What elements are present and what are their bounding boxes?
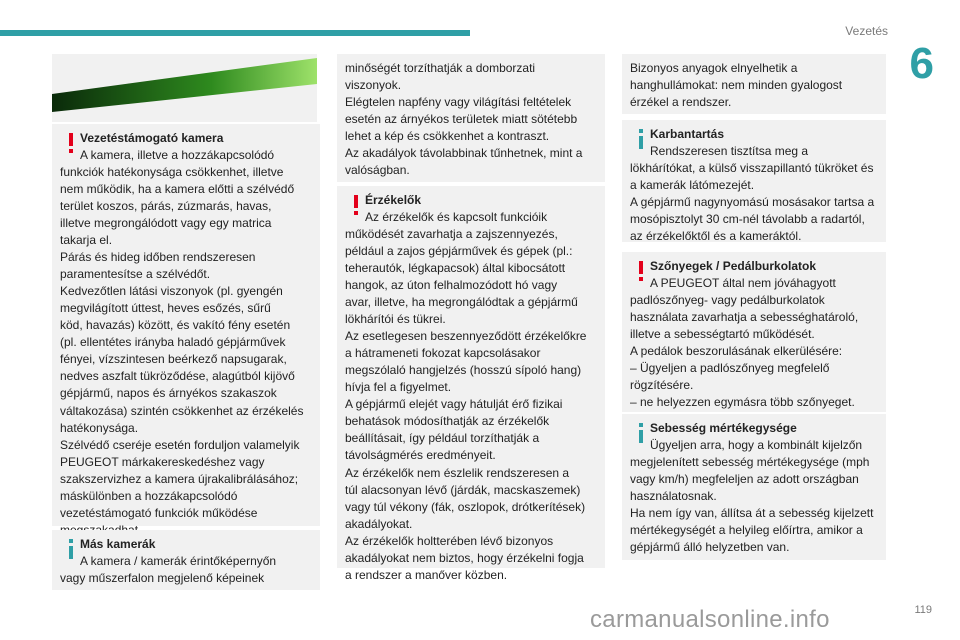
note-speed-units-first-line: Ügyeljen arra, hogy a kombinált kijelzőn (650, 438, 863, 453)
warning-camera-title: Vezetéstámogató kamera (80, 131, 224, 145)
top-accent-bar (0, 30, 470, 36)
warning-mats-card (622, 252, 886, 412)
note-cameras-title: Más kamerák (80, 537, 156, 551)
page-number: 119 (914, 604, 932, 616)
watermark: carmanualsonline.info (590, 606, 830, 633)
warning-exclamation-icon (64, 132, 78, 154)
chapter-number: 6 (909, 39, 934, 88)
note-cameras-card (52, 530, 320, 590)
windscreen-image (52, 54, 317, 122)
note-speed-units-title: Sebesség mértékegysége (650, 421, 797, 435)
intro-text-card (622, 54, 886, 114)
warning-camera-text: funkciók hatékonysága csökkenhet, illetve nem működik, ha a kamera előtti a szélvédő terület koszos, párás, zúzmarás, havas, illetve megrongálódott vagy egy matrica takarja el. Párás és hideg időben rendszeresen paramentesítse a szélvédőt. Kedvezőtlen látási viszonyok (pl. gyengén megvilágított úttest, heves esőzés, sűrű köd, havazás) között, és vakító fény esetén (pl. ellentétes irányba haladó gépjárművek fényei, vízszintesen beérkező napsugarak, nedves aszfalt tükröződése, alagútból kijövő gépjármű, napos és árnyékos szakaszok váltakozása) szintén csökkenhet az érzékelés hatékonysága. Szélvédő cseréje esetén forduljon valamelyik PEUGEOT márkakereskedéshez vagy szakszervizhez a kamera újrakalibrálásához; máskülönben a hozzákapcsolódó vezetéstámogató funkciók működése (60, 165, 304, 520)
warning-mats-text: padlószőnyeg- vagy pedálburkolatok használata zavarhatja a sebességhatároló, illetve a sebességtartó működését. A pedálok beszorulásának elkerülésére: – Ügyeljen a padlószőnyeg megfelelő rögzítésére. – ne helyezzen egymásra több szőnyeget. (630, 293, 859, 410)
warning-camera-card (52, 124, 320, 526)
continued-text-card (337, 54, 605, 182)
continued-text: minőségét torzíthatják a domborzati viszonyok. Elégtelen napfény vagy világítási feltételek esetén az árnyékos területek miatt sötétebb lehet a kép és csökkenhet a kontraszt. Az akadályok távolabbinak tűnhetnek, mint a valóságban. (345, 61, 583, 178)
warning-sensors-text: működését zavarhatja a zajszennyezés, például a zajos gépjárművek és gépek (pl.: teherautók, légkapacsok) által kibocsátott hangok, az úton felhalmozódott hó vagy avar, illetve, ha megrongálódtak a gépjármű lökhárítói és tükrei. Az esetlegesen beszennyeződött érzékelőkre a hátrameneti fokozat kapcsolásakor megszólaló hangjelzés (hosszú sípoló hang) hívja fel a figyelmet. A gépjármű elejét vagy hátulját érő fizikai behatások módosíthatják az érzékelők beállításait, így például torzíthatják a távolságmérés eredményeit. Az érzékelők nem észlelik rendszeresen a túl alacsonyan lévő (járdák, macskaszemek) vagy túl vékony (fák, oszlopok, drótkerítések) akadályokat. Az érzékelők holtterében lévő bizonyos akadályokat nem biztos, hogy érzékelni fogja a rendszer a manőver közben. (345, 227, 587, 582)
note-maintenance-card (622, 120, 886, 242)
intro-text: Bizonyos anyagok elnyelhetik a hanghullámokat: nem minden gyalogost érzékel a rendszer. (630, 61, 843, 110)
note-maintenance-title: Karbantartás (650, 127, 725, 141)
warning-exclamation-icon (349, 194, 363, 216)
note-maintenance-first-line: Rendszeresen tisztítsa meg a (650, 144, 809, 159)
warning-sensors-title: Érzékelők (365, 193, 422, 207)
warning-exclamation-icon (634, 260, 648, 282)
warning-mats-first-line: A PEUGEOT által nem jóváhagyott (650, 276, 836, 291)
section-title: Vezetés (845, 24, 888, 38)
note-cameras-first-line: A kamera / kamerák érintőképernyőn (80, 554, 277, 569)
note-maintenance-text: lökhárítókat, a külső visszapillantó tükröket és a kamerák látómezejét. A gépjármű nagynyomású mosásakor tartsa a mosópisztolyt 30 cm-nél távolabb a radartól, az érzékelőktől és a kameráktól. (630, 161, 875, 244)
info-icon (634, 128, 648, 150)
warning-sensors-first-line: Az érzékelők és kapcsolt funkcióik (365, 210, 548, 225)
info-icon (634, 422, 648, 444)
info-icon (64, 538, 78, 560)
note-speed-units-text: megjelenített sebesség mértékegysége (mph vagy km/h) megfeleljen az adott országban használatosnak. Ha nem így van, állítsa át a sebesség kijelzett mértékegységét a helyileg előírtra, amikor a gépjármű álló helyzetben van. (630, 455, 874, 555)
warning-camera-first-line: A kamera, illetve a hozzákapcsolódó (80, 148, 275, 163)
warning-sensors-card (337, 186, 605, 582)
note-speed-units-card (622, 414, 886, 560)
warning-mats-title: Szőnyegek / Pedálburkolatok (650, 259, 817, 273)
note-cameras-text: vagy műszerfalon megjelenő képeinek (60, 571, 265, 586)
windscreen-graphic-icon (52, 54, 317, 122)
